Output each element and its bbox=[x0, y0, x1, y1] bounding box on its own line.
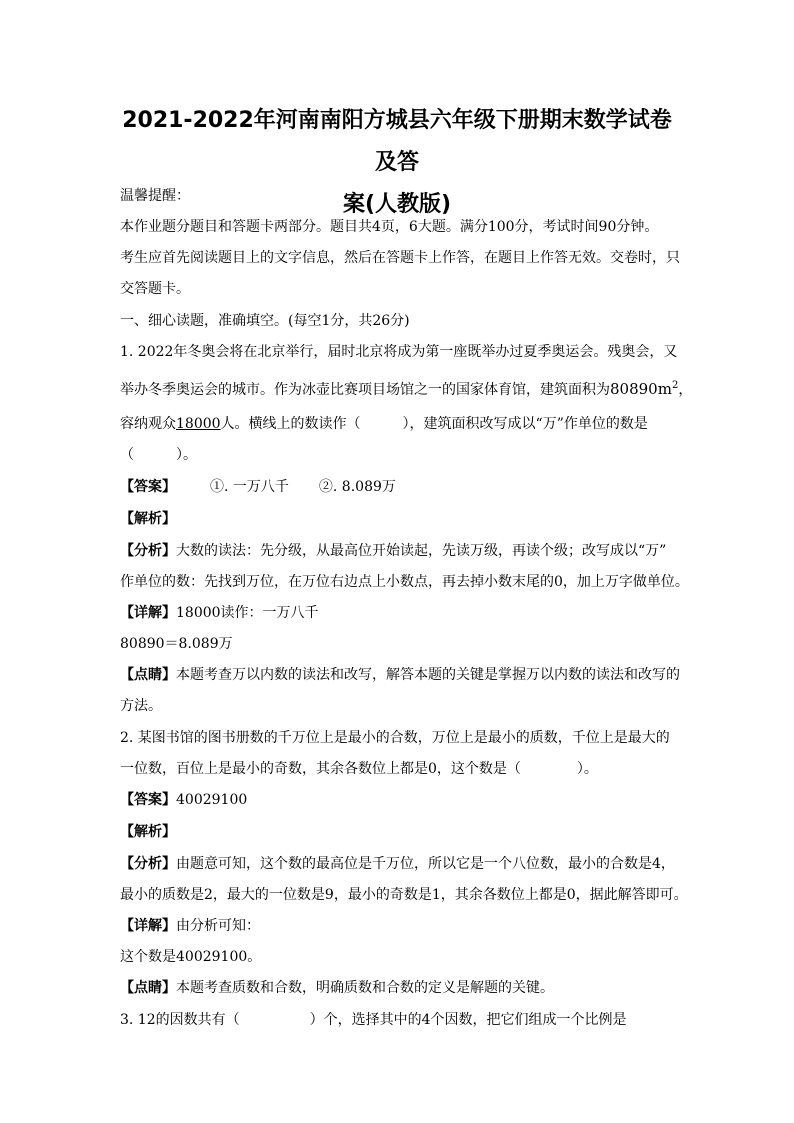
detail-label: 【详解】 bbox=[120, 605, 176, 621]
q2-answer bbox=[120, 790, 680, 810]
answer-label: 【答案】 bbox=[120, 792, 176, 808]
q2-detail-line-2: 这个数是40029100。 bbox=[120, 949, 262, 965]
q2-analysis-label: 【解析】 bbox=[120, 824, 176, 840]
area-superscript: 2 bbox=[671, 380, 679, 391]
title-line-2: 案(人教版) bbox=[342, 192, 452, 217]
notice-line-2: 考生应首先阅读题目上的文字信息，然后在答题卡上作答，在题目上作答无效。交卷时，只 bbox=[120, 250, 680, 266]
q2-fenxi-line-1 bbox=[120, 854, 680, 874]
q2-fenxi-text-1: 由题意可知，这个数的最高位是千万位，所以它是一个八位数，最小的合数是4， bbox=[176, 856, 675, 872]
q2-fenxi-line-2: 最小的质数是2，最大的一位数是9，最小的奇数是1，其余各数位上都是0，据此解答即可。 bbox=[120, 887, 688, 903]
q1-line-4 bbox=[120, 445, 680, 465]
q2-line-1: 2. 某图书馆的图书册数的千万位上是最小的合数，万位上是最小的质数，千位上是最大的 bbox=[120, 730, 670, 746]
q2-line-2-close: ）。 bbox=[576, 761, 598, 777]
q3-line-1 bbox=[120, 1010, 680, 1030]
q1-comment-line-1 bbox=[120, 665, 680, 685]
q1-line-1: 1. 2022年冬奥会将在北京举行，届时北京将成为第一座既举办过夏季奥运会。残奥会，又 bbox=[120, 344, 678, 360]
q1-line-3 bbox=[120, 414, 680, 434]
area-value bbox=[610, 380, 678, 398]
q1-line-2 bbox=[120, 376, 693, 400]
q1-detail-line-1 bbox=[120, 603, 680, 623]
q1-detail-line-2: 80890＝8.089万 bbox=[120, 636, 233, 652]
q2-line-2-text: 一位数，百位上是最小的奇数，其余各数位上都是0，这个数是（ bbox=[120, 761, 521, 777]
q3-line-1-text: 3. 12的因数共有（ bbox=[120, 1012, 240, 1028]
comment-label: 【点睛】 bbox=[120, 667, 176, 683]
q3-line-1-suffix: ）个，选择其中的4个因数，把它们组成一个比例是 bbox=[309, 1012, 627, 1028]
document-title bbox=[112, 100, 682, 226]
q1-fenxi-line-1 bbox=[120, 541, 680, 561]
notice-line-3: 交答题卡。 bbox=[120, 281, 190, 297]
q2-line-2 bbox=[120, 759, 680, 779]
q1-fenxi-text-1: 大数的读法：先分级，从最高位开始读起，先读万级，再读个级；改写成以“万” bbox=[176, 543, 667, 559]
notice-heading: 温馨提醒： bbox=[120, 188, 190, 204]
q2-comment-line-1 bbox=[120, 978, 680, 998]
answer-label: 【答案】 bbox=[120, 479, 176, 495]
q1-line-3-prefix: 容纳观众 bbox=[120, 416, 176, 432]
q1-detail-text-1: 18000读作：一万八千 bbox=[176, 605, 319, 621]
q2-comment-text-1: 本题考查质数和合数，明确质数和合数的定义是解题的关键。 bbox=[176, 980, 554, 996]
q1-line-3-suffix: ），建筑面积改写成以“万”作单位的数是 bbox=[402, 416, 648, 432]
q1-comment-line-2: 方法。 bbox=[120, 698, 162, 714]
q1-answer-2: ②. 8.089万 bbox=[318, 479, 396, 495]
fenxi-label: 【分析】 bbox=[120, 856, 176, 872]
q1-fenxi-line-2: 作单位的数：先找到万位，在万位右边点上小数点，再去掉小数末尾的0，加上万字做单位。 bbox=[120, 574, 689, 590]
q2-detail-line-1 bbox=[120, 916, 680, 936]
q2-detail-text-1: 由分析可知： bbox=[176, 918, 260, 934]
q1-comment-text-1: 本题考查万以内数的读法和改写，解答本题的关键是掌握万以内数的读法和改写的 bbox=[176, 667, 680, 683]
fenxi-label: 【分析】 bbox=[120, 543, 176, 559]
q1-line-3-middle: 人。横线上的数读作（ bbox=[220, 416, 361, 432]
detail-label: 【详解】 bbox=[120, 918, 176, 934]
section-1-heading: 一、细心读题，准确填空。(每空1分，共26分) bbox=[120, 313, 410, 329]
q1-line-4-close: ）。 bbox=[176, 447, 197, 463]
q1-line-2-text: 举办冬季奥运会的城市。作为冰壶比赛项目场馆之一的国家体育馆，建筑面积为 bbox=[120, 382, 610, 398]
comment-label: 【点睛】 bbox=[120, 980, 176, 996]
q2-answer-value: 40029100 bbox=[176, 792, 248, 808]
area-number: 80890m bbox=[610, 380, 672, 398]
q1-line-2-end: ， bbox=[678, 382, 693, 398]
q1-answer bbox=[120, 477, 680, 497]
q1-answer-1: ①. 一万八千 bbox=[210, 479, 289, 495]
q1-line-4-open: （ bbox=[120, 447, 134, 463]
underlined-number: 18000 bbox=[176, 416, 221, 432]
q1-analysis-label: 【解析】 bbox=[120, 511, 176, 527]
notice-line-1: 本作业题分题目和答题卡两部分。题目共4页，6大题。满分100分，考试时间90分钟。 bbox=[120, 219, 659, 235]
title-line-1: 2021-2022年河南南阳方城县六年级下册期末数学试卷及答 bbox=[122, 108, 672, 175]
